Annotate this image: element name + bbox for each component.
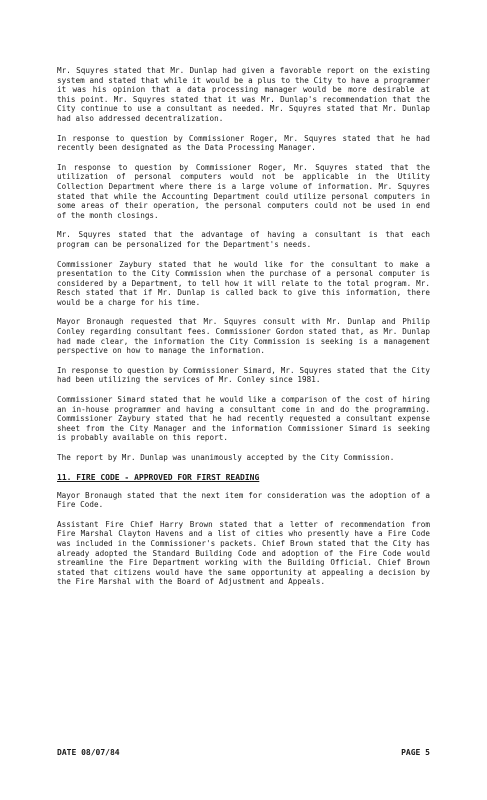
paragraph-cost-comparison: Commissioner Simard stated that he would like a comparison of the cost of hiring an in-house programmer and having a consultant come in and do the programming. Commissioner Zaybury stated that he had recently requested a consultant expense sheet from the City Manager and the information Commissioner Simard is seeking is probably available on this report. bbox=[57, 395, 430, 443]
paragraph-fire-code-intro: Mayor Bronaugh stated that the next item for consideration was the adoption of a Fire Code. bbox=[57, 490, 430, 510]
paragraph-consultant-presentation: Commissioner Zaybury stated that he would like for the consultant to make a presentation to the City Commission when the purchase of a personal computer is considered by a Department, to tell how it will relate to the total program. Mr. Resch stated that if Mr. Dunlap is called back to give this information, there would be a charge for his time. bbox=[57, 259, 430, 307]
paragraph-conley-services: In response to question by Commissioner Simard, Mr. Squyres stated that the City had been utilizing the services of Mr. Conley since 1981. bbox=[57, 365, 430, 385]
paragraph-report-accepted: The report by Mr. Dunlap was unanimously accepted by the City Commission. bbox=[57, 453, 395, 462]
paragraph-dunlap-report: Mr. Squyres stated that Mr. Dunlap had given a favorable report on the existing system and stated that while it would be a plus to the City to have a programmer it was his opinion that a data processing manager would be more desirable at this point. Mr. Squyres stated that it was Mr. Dunlap's recommendation that the City continue to use a consultant as needed. Mr. Squyres stated that Mr. Dunlap had also addressed decentralization. bbox=[57, 66, 430, 123]
footer-date: DATE 08/07/84 bbox=[57, 748, 120, 757]
paragraph-consultant-fees: Mayor Bronaugh requested that Mr. Squyres consult with Mr. Dunlap and Philip Conley regarding consultant fees. Commissioner Gordon stated that, as Mr. Dunlap had made clear, the information the City Commission is seeking is a management perspective on how to manage the information. bbox=[57, 317, 430, 356]
footer-page-number: PAGE 5 bbox=[401, 748, 430, 757]
paragraph-data-processing-manager: In response to question by Commissioner Roger, Mr. Squyres stated that he had recently been designated as the Data Processing Manager. bbox=[57, 133, 430, 153]
paragraph-personal-computers: In response to question by Commissioner Roger, Mr. Squyres stated that the utilization of personal computers would not be applicable in the Utility Collection Department where there is a large volume of information. Mr. Squyres stated that while the Accounting Department could utilize personal computers in some areas of their operation, the personal computers could not be used in end of the month closings. bbox=[57, 162, 430, 220]
paragraph-consultant-advantage: Mr. Squyres stated that the advantage of having a consultant is that each program can be personalized for the Department's needs. bbox=[57, 230, 430, 249]
document-page bbox=[57, 66, 430, 597]
paragraph-fire-chief-statement: Assistant Fire Chief Harry Brown stated that a letter of recommendation from Fire Marshal Clayton Havens and a list of cities who presently have a Fire Code was included in the Commissioner's packets. Chief Brown stated that the City has already adopted the Standard Building Code and adoption of the Fire Code would streamline the Fire Department working with the Building Official. Chief Brown stated that citizens would have the same opportunity at appealing a decision by the Fire Marshal with the Board of Adjustment and Appeals. bbox=[57, 519, 430, 587]
page-footer bbox=[57, 748, 430, 758]
section-heading-fire-code: 11. FIRE CODE - APPROVED FOR FIRST READING bbox=[57, 472, 260, 482]
